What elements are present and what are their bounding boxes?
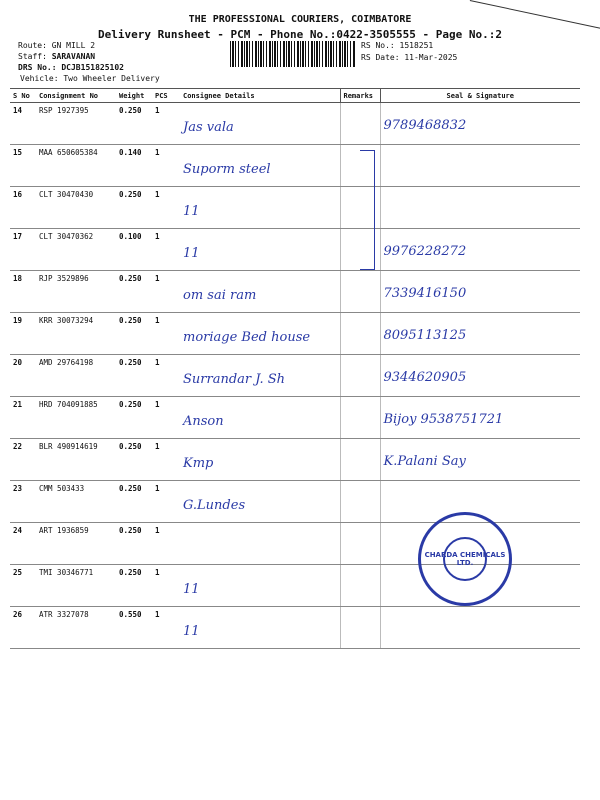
cell-consignment: [36, 439, 116, 481]
cell-weight-text: 0.250: [119, 568, 142, 577]
cell-pcs-text: 1: [155, 442, 160, 451]
cell-consignment: [36, 145, 116, 187]
cell-consignee: [180, 271, 340, 313]
cell-pcs: [152, 397, 180, 439]
cell-pcs: [152, 187, 180, 229]
col-header: Weight: [116, 89, 152, 103]
cell-serial: [10, 313, 36, 355]
cell-pcs-text: 1: [155, 484, 160, 493]
cell-consignee: [180, 355, 340, 397]
cell-pcs: [152, 103, 180, 145]
cell-consignment-text: ATR 3327078: [39, 610, 89, 619]
cell-consignment: [36, 103, 116, 145]
cell-consignment-text: HRD 704091885: [39, 400, 98, 409]
cell-pcs: [152, 229, 180, 271]
cell-weight: [116, 313, 152, 355]
cell-consignee-text: Anson: [183, 414, 224, 429]
cell-consignment: [36, 565, 116, 607]
cell-consignment-text: CMM 503433: [39, 484, 85, 493]
cell-pcs: [152, 607, 180, 649]
table-row: [10, 439, 580, 481]
cell-remarks: [340, 481, 380, 523]
cell-weight-text: 0.140: [119, 148, 142, 157]
cell-weight-text: 0.250: [119, 316, 142, 325]
rs-date: RS Date: 11-Mar-2025: [361, 53, 458, 62]
table-row: [10, 313, 580, 355]
cell-pcs: [152, 565, 180, 607]
cell-consignment-text: BLR 490914619: [39, 442, 98, 451]
cell-consignment: [36, 355, 116, 397]
cell-serial: [10, 355, 36, 397]
cell-consignment-text: AMD 29764198: [39, 358, 94, 367]
cell-consignee: [180, 481, 340, 523]
cell-serial: [10, 187, 36, 229]
table-row: [10, 607, 580, 649]
cell-weight: [116, 103, 152, 145]
col-header: Seal & Signature: [380, 89, 580, 103]
col-header: S No: [10, 89, 36, 103]
cell-remarks: [340, 439, 380, 481]
cell-remarks: [340, 397, 380, 439]
table-row: [10, 397, 580, 439]
col-header: PCS: [152, 89, 180, 103]
cell-serial-text: 16: [13, 190, 23, 199]
cell-consignee-text: 11: [183, 246, 200, 261]
table-row: [10, 481, 580, 523]
cell-weight: [116, 439, 152, 481]
cell-serial: [10, 565, 36, 607]
cell-weight-text: 0.250: [119, 106, 142, 115]
cell-pcs: [152, 355, 180, 397]
cell-consignee: [180, 229, 340, 271]
drs-line: [18, 63, 124, 72]
cell-serial: [10, 607, 36, 649]
cell-signature-text: 9976228272: [383, 244, 467, 259]
col-header: Remarks: [340, 89, 380, 103]
cell-signature: [380, 271, 580, 313]
cell-consignment-text: RSP 1927395: [39, 106, 89, 115]
handwritten-bracket: [360, 150, 375, 270]
cell-pcs-text: 1: [155, 106, 160, 115]
cell-weight: [116, 397, 152, 439]
cell-pcs-text: 1: [155, 400, 160, 409]
cell-consignment: [36, 523, 116, 565]
barcode: [230, 41, 355, 67]
cell-consignee: [180, 439, 340, 481]
cell-serial: [10, 439, 36, 481]
table-header-row: [10, 89, 580, 103]
cell-pcs: [152, 439, 180, 481]
company-seal: [418, 512, 512, 606]
cell-weight: [116, 607, 152, 649]
cell-consignment-text: ART 1936859: [39, 526, 89, 535]
cell-pcs: [152, 313, 180, 355]
cell-signature: [380, 103, 580, 145]
cell-consignment: [36, 607, 116, 649]
cell-consignment-text: RJP 3529896: [39, 274, 89, 283]
cell-consignment-text: CLT 30470362: [39, 232, 94, 241]
cell-signature: [380, 187, 580, 229]
cell-weight-text: 0.250: [119, 442, 142, 451]
cell-weight-text: 0.250: [119, 190, 142, 199]
rs-number: RS No.: 1518251: [361, 41, 434, 50]
cell-serial-text: 17: [13, 232, 23, 241]
cell-consignee: [180, 187, 340, 229]
cell-consignment: [36, 313, 116, 355]
cell-weight: [116, 523, 152, 565]
cell-consignee: [180, 607, 340, 649]
company-title: THE PROFESSIONAL COURIERS, COIMBATORE: [188, 14, 412, 25]
table-row: [10, 103, 580, 145]
cell-consignee: [180, 397, 340, 439]
cell-consignee-text: 11: [183, 582, 200, 597]
cell-pcs-text: 1: [155, 610, 160, 619]
cell-consignment: [36, 271, 116, 313]
cell-remarks: [340, 103, 380, 145]
cell-serial-text: 14: [13, 106, 23, 115]
cell-signature: [380, 229, 580, 271]
seal-text: CHARDA CHEMICALS LTD.: [424, 551, 506, 567]
cell-consignee: [180, 523, 340, 565]
cell-signature: [380, 607, 580, 649]
drs-value: DCJB151825102: [61, 63, 124, 72]
cell-serial: [10, 103, 36, 145]
cell-remarks: [340, 313, 380, 355]
cell-weight: [116, 229, 152, 271]
table-row: [10, 271, 580, 313]
cell-pcs-text: 1: [155, 190, 160, 199]
cell-pcs-text: 1: [155, 274, 160, 283]
table-row: [10, 187, 580, 229]
cell-consignee-text: 11: [183, 624, 200, 639]
cell-consignee-text: Suporm steel: [183, 162, 271, 177]
col-header: Consignee Details: [180, 89, 340, 103]
vehicle-text: Vehicle: Two Wheeler Delivery: [20, 74, 160, 83]
cell-pcs-text: 1: [155, 316, 160, 325]
cell-serial: [10, 397, 36, 439]
cell-consignment-text: CLT 30470430: [39, 190, 94, 199]
cell-weight: [116, 271, 152, 313]
cell-consignee-text: om sai ram: [183, 288, 257, 303]
route-text: Route: GN MILL 2: [18, 41, 96, 50]
cell-signature-text: 7339416150: [383, 286, 467, 301]
runsheet-subtitle: Delivery Runsheet - PCM - Phone No.:0422-3505555 - Page No.:2: [98, 28, 502, 41]
cell-signature-text: 8095113125: [383, 328, 467, 343]
cell-consignee-text: 11: [183, 204, 200, 219]
staff-label: Staff:: [18, 52, 47, 61]
cell-signature-text: K.Palani Say: [383, 454, 466, 469]
cell-serial-text: 21: [13, 400, 23, 409]
drs-label: DRS No.:: [18, 63, 57, 72]
cell-consignee: [180, 313, 340, 355]
cell-signature: [380, 355, 580, 397]
cell-pcs-text: 1: [155, 526, 160, 535]
table-row: [10, 355, 580, 397]
cell-remarks: [340, 271, 380, 313]
cell-remarks: [340, 523, 380, 565]
cell-consignment: [36, 187, 116, 229]
cell-pcs: [152, 481, 180, 523]
cell-signature: [380, 439, 580, 481]
cell-weight-text: 0.250: [119, 484, 142, 493]
cell-serial: [10, 481, 36, 523]
cell-signature-text: Bijoy 9538751721: [383, 412, 504, 427]
cell-pcs: [152, 523, 180, 565]
col-header: Consignment No: [36, 89, 116, 103]
cell-consignment-text: TMI 30346771: [39, 568, 94, 577]
cell-consignee-text: moriage Bed house: [183, 330, 311, 345]
staff-line: [18, 52, 95, 61]
cell-weight-text: 0.250: [119, 274, 142, 283]
cell-weight: [116, 145, 152, 187]
cell-consignment-text: KRR 30073294: [39, 316, 94, 325]
cell-consignee-text: Jas vala: [183, 120, 234, 135]
cell-pcs: [152, 271, 180, 313]
cell-consignee: [180, 103, 340, 145]
cell-serial: [10, 229, 36, 271]
cell-serial-text: 19: [13, 316, 23, 325]
cell-pcs-text: 1: [155, 232, 160, 241]
cell-pcs-text: 1: [155, 568, 160, 577]
cell-weight-text: 0.250: [119, 358, 142, 367]
staff-value: SARAVANAN: [51, 52, 96, 61]
cell-serial-text: 26: [13, 610, 23, 619]
cell-signature: [380, 397, 580, 439]
cell-weight-text: 0.550: [119, 610, 142, 619]
cell-weight: [116, 565, 152, 607]
cell-serial-text: 20: [13, 358, 23, 367]
cell-consignee-text: Kmp: [183, 456, 214, 471]
cell-signature: [380, 313, 580, 355]
cell-weight-text: 0.100: [119, 232, 142, 241]
cell-serial: [10, 523, 36, 565]
cell-signature: [380, 145, 580, 187]
cell-remarks: [340, 607, 380, 649]
table-row: [10, 145, 580, 187]
cell-serial-text: 23: [13, 484, 23, 493]
cell-remarks: [340, 355, 380, 397]
cell-serial-text: 24: [13, 526, 23, 535]
table-row: [10, 229, 580, 271]
cell-consignee: [180, 145, 340, 187]
cell-consignee: [180, 565, 340, 607]
cell-serial-text: 22: [13, 442, 23, 451]
cell-serial: [10, 271, 36, 313]
cell-pcs: [152, 145, 180, 187]
cell-consignee-text: G.Lundes: [183, 498, 246, 513]
cell-signature-text: 9344620905: [383, 370, 467, 385]
cell-weight: [116, 187, 152, 229]
cell-serial-text: 25: [13, 568, 23, 577]
cell-serial-text: 18: [13, 274, 23, 283]
cell-pcs-text: 1: [155, 148, 160, 157]
cell-remarks: [340, 565, 380, 607]
cell-consignee-text: Surrandar J. Sh: [183, 372, 285, 387]
cell-consignment: [36, 229, 116, 271]
cell-consignment-text: MAA 650605384: [39, 148, 98, 157]
cell-pcs-text: 1: [155, 358, 160, 367]
cell-serial: [10, 145, 36, 187]
cell-serial-text: 15: [13, 148, 23, 157]
cell-consignment: [36, 481, 116, 523]
cell-consignment: [36, 397, 116, 439]
cell-weight-text: 0.250: [119, 400, 142, 409]
cell-signature-text: 9789468832: [383, 118, 467, 133]
cell-weight: [116, 481, 152, 523]
cell-weight-text: 0.250: [119, 526, 142, 535]
cell-weight: [116, 355, 152, 397]
